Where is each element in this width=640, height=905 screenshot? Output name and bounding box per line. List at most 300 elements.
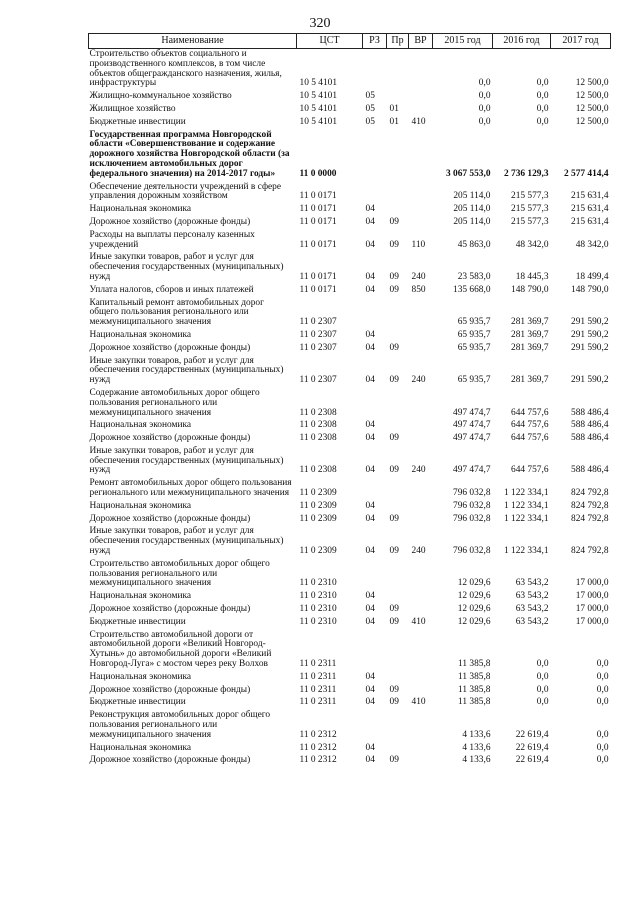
row-cst: 11 0 2311 — [299, 684, 337, 695]
table-row — [89, 182, 611, 205]
row-pr: 09 — [389, 216, 399, 227]
row-rz — [363, 559, 387, 591]
row-2015: 497 474,7 — [453, 433, 491, 444]
row-2016: 63 543,2 — [515, 604, 549, 615]
row-vr — [409, 685, 433, 698]
row-2015: 0,0 — [478, 116, 491, 127]
row-2016: 1 122 334,1 — [503, 488, 549, 499]
row-pr — [387, 743, 409, 756]
row-2017: 12 500,0 — [575, 116, 609, 127]
row-rz: 04 — [365, 500, 375, 511]
table-row — [89, 478, 611, 501]
row-vr — [409, 130, 433, 182]
row-name: Дорожное хозяйство (дорожные фонды) — [89, 684, 251, 695]
row-cst: 11 0 0171 — [299, 191, 337, 202]
row-name: Дорожное хозяйство (дорожные фонды) — [89, 604, 251, 615]
row-cst: 11 0 2311 — [299, 697, 337, 708]
row-2015: 4 133,6 — [462, 729, 491, 740]
row-2016: 281 369,7 — [511, 317, 549, 328]
row-rz: 04 — [365, 513, 375, 524]
row-rz: 04 — [365, 216, 375, 227]
row-pr — [387, 298, 409, 330]
row-name: Расходы на выплаты персоналу казенных учреждений — [89, 229, 255, 250]
row-cst: 11 0 2308 — [299, 433, 337, 444]
row-rz — [363, 130, 387, 182]
row-cst: 10 5 4101 — [299, 116, 337, 127]
row-pr — [387, 49, 409, 92]
row-pr — [387, 420, 409, 433]
row-cst: 11 0 2311 — [299, 659, 337, 670]
row-vr — [409, 298, 433, 330]
row-pr: 09 — [389, 697, 399, 708]
table-row — [89, 591, 611, 604]
row-rz: 04 — [365, 616, 375, 627]
row-2015: 65 935,7 — [457, 342, 491, 353]
row-2017: 12 500,0 — [575, 78, 609, 89]
row-pr — [387, 501, 409, 514]
row-2016: 0,0 — [536, 103, 549, 114]
row-2015: 497 474,7 — [453, 465, 491, 476]
row-rz: 04 — [365, 204, 375, 215]
row-rz: 04 — [365, 375, 375, 386]
row-2017: 215 631,4 — [571, 204, 609, 215]
row-vr — [409, 501, 433, 514]
row-cst: 11 0 2309 — [299, 546, 337, 557]
row-vr: 110 — [411, 239, 426, 250]
row-rz — [363, 49, 387, 92]
row-pr — [387, 330, 409, 343]
row-cst: 11 0 0171 — [299, 204, 337, 215]
row-vr — [409, 478, 433, 501]
row-cst: 11 0 2308 — [299, 407, 337, 418]
row-vr — [409, 204, 433, 217]
row-cst: 11 0 2309 — [299, 500, 337, 511]
row-name: Дорожное хозяйство (дорожные фонды) — [89, 216, 251, 227]
row-2017: 0,0 — [596, 697, 609, 708]
row-2016: 1 122 334,1 — [503, 546, 549, 557]
row-2016: 0,0 — [536, 697, 549, 708]
table-row — [89, 285, 611, 298]
row-name: Бюджетные инвестиции — [89, 116, 186, 127]
row-2015: 205 114,0 — [453, 204, 491, 215]
row-2016: 1 122 334,1 — [503, 513, 549, 524]
row-rz — [363, 388, 387, 420]
row-vr — [409, 182, 433, 205]
row-rz: 04 — [365, 697, 375, 708]
row-2016: 1 122 334,1 — [503, 500, 549, 511]
row-vr — [409, 104, 433, 117]
row-name: Иные закупки товаров, работ и услуг для обеспечения государственных (муниципальных) нужд — [89, 526, 284, 557]
row-2017: 291 590,2 — [571, 342, 609, 353]
row-pr: 09 — [389, 513, 399, 524]
table-body — [89, 49, 611, 769]
row-2017: 588 486,4 — [571, 407, 609, 418]
row-2015: 11 385,8 — [458, 671, 491, 682]
row-2016: 2 736 129,3 — [503, 168, 549, 179]
row-2017: 18 499,4 — [575, 271, 609, 282]
row-vr — [409, 710, 433, 742]
row-rz: 04 — [365, 591, 375, 602]
row-2016: 644 757,6 — [511, 433, 549, 444]
row-2015: 12 029,6 — [457, 604, 491, 615]
row-vr: 240 — [411, 546, 426, 557]
row-cst: 11 0 2311 — [299, 671, 337, 682]
row-vr — [409, 343, 433, 356]
row-2016: 63 543,2 — [515, 616, 549, 627]
table-row — [89, 501, 611, 514]
row-2015: 205 114,0 — [453, 216, 491, 227]
row-2016: 0,0 — [536, 116, 549, 127]
row-vr — [409, 49, 433, 92]
table-row — [89, 710, 611, 742]
row-2015: 65 935,7 — [457, 375, 491, 386]
row-vr — [409, 559, 433, 591]
row-2016: 18 445,3 — [515, 271, 549, 282]
row-2015: 497 474,7 — [453, 407, 491, 418]
table-row — [89, 685, 611, 698]
row-2017: 291 590,2 — [571, 375, 609, 386]
row-cst: 11 0 2307 — [299, 342, 337, 353]
row-rz: 04 — [365, 755, 375, 766]
header-2017: 2017 год — [551, 34, 611, 49]
row-cst: 11 0 0171 — [299, 216, 337, 227]
row-rz — [363, 478, 387, 501]
table-row — [89, 604, 611, 617]
row-2017: 0,0 — [596, 755, 609, 766]
table-row — [89, 559, 611, 591]
row-name: Иные закупки товаров, работ и услуг для обеспечения государственных (муниципальных) нужд — [89, 445, 284, 476]
row-pr: 09 — [389, 284, 399, 295]
row-pr: 09 — [389, 433, 399, 444]
row-2017: 215 631,4 — [571, 191, 609, 202]
row-rz: 04 — [365, 742, 375, 753]
row-rz: 04 — [365, 420, 375, 431]
row-rz: 05 — [365, 103, 375, 114]
header-vr: ВР — [409, 34, 433, 49]
row-cst: 11 0 2310 — [299, 616, 337, 627]
row-2016: 48 342,0 — [515, 239, 549, 250]
row-pr — [387, 559, 409, 591]
row-name: Жилищно-коммунальное хозяйство — [89, 91, 232, 102]
table-row — [89, 104, 611, 117]
row-name: Строительство автомобильной дороги от автомобильной дороги «Великий Новгород-Хутынь» до автомобильной дороги «Великий Новгород-Луга» с мостом через реку Волхов — [89, 629, 272, 670]
table-row — [89, 446, 611, 478]
row-pr: 09 — [389, 546, 399, 557]
row-2015: 12 029,6 — [457, 591, 491, 602]
row-name: Дорожное хозяйство (дорожные фонды) — [89, 755, 251, 766]
row-cst: 11 0 2312 — [299, 755, 337, 766]
row-name: Национальная экономика — [89, 329, 192, 340]
table-row — [89, 130, 611, 182]
row-rz: 04 — [365, 284, 375, 295]
row-pr — [387, 630, 409, 672]
row-pr — [387, 91, 409, 104]
row-cst: 11 0 2312 — [299, 729, 337, 740]
row-cst: 11 0 2309 — [299, 488, 337, 499]
row-2016: 281 369,7 — [511, 329, 549, 340]
row-pr: 09 — [389, 755, 399, 766]
row-rz: 04 — [365, 329, 375, 340]
row-pr: 01 — [389, 116, 399, 127]
row-2017: 588 486,4 — [571, 433, 609, 444]
row-pr — [387, 591, 409, 604]
row-vr: 410 — [411, 697, 426, 708]
row-2016: 148 790,0 — [511, 284, 549, 295]
header-cst: ЦСТ — [297, 34, 363, 49]
row-2017: 12 500,0 — [575, 103, 609, 114]
row-name: Национальная экономика — [89, 204, 192, 215]
row-rz: 04 — [365, 271, 375, 282]
row-name: Национальная экономика — [89, 420, 192, 431]
row-vr — [409, 743, 433, 756]
row-name: Уплата налогов, сборов и иных платежей — [89, 284, 254, 295]
row-2017: 824 792,8 — [571, 488, 609, 499]
page-number: 320 — [309, 16, 331, 31]
row-2017: 824 792,8 — [571, 500, 609, 511]
row-pr: 09 — [389, 375, 399, 386]
row-cst: 11 0 2307 — [299, 317, 337, 328]
row-vr: 240 — [411, 271, 426, 282]
row-vr: 410 — [411, 616, 426, 627]
row-2016: 281 369,7 — [511, 375, 549, 386]
row-pr: 09 — [389, 342, 399, 353]
row-2016: 644 757,6 — [511, 420, 549, 431]
table-row — [89, 252, 611, 284]
table-row — [89, 49, 611, 92]
row-cst: 10 5 4101 — [299, 91, 337, 102]
row-2017: 0,0 — [596, 729, 609, 740]
row-2016: 0,0 — [536, 659, 549, 670]
row-2017: 0,0 — [596, 742, 609, 753]
table-row — [89, 526, 611, 558]
row-cst: 10 5 4101 — [299, 103, 337, 114]
row-2015: 23 583,0 — [457, 271, 491, 282]
row-2017: 12 500,0 — [575, 91, 609, 102]
table-header-row — [89, 34, 611, 49]
table-row — [89, 204, 611, 217]
row-pr — [387, 182, 409, 205]
row-2017: 824 792,8 — [571, 546, 609, 557]
table-row — [89, 356, 611, 388]
table-row — [89, 630, 611, 672]
row-vr — [409, 388, 433, 420]
row-name: Жилищное хозяйство — [89, 103, 176, 114]
row-2016: 63 543,2 — [515, 578, 549, 589]
table-row — [89, 91, 611, 104]
row-pr — [387, 478, 409, 501]
row-vr — [409, 604, 433, 617]
row-rz: 04 — [365, 465, 375, 476]
row-2017: 0,0 — [596, 659, 609, 670]
row-2017: 17 000,0 — [575, 578, 609, 589]
row-2015: 796 032,8 — [453, 546, 491, 557]
row-2016: 215 577,3 — [511, 216, 549, 227]
row-vr — [409, 630, 433, 672]
table-row — [89, 617, 611, 630]
header-rz: РЗ — [363, 34, 387, 49]
row-pr — [387, 672, 409, 685]
row-2015: 135 668,0 — [453, 284, 491, 295]
row-cst: 11 0 0171 — [299, 284, 337, 295]
row-2015: 12 029,6 — [457, 578, 491, 589]
row-name: Дорожное хозяйство (дорожные фонды) — [89, 513, 251, 524]
row-vr: 240 — [411, 375, 426, 386]
row-rz: 04 — [365, 433, 375, 444]
row-name: Реконструкция автомобильных дорог общего пользования регионального или межмуниципального значения — [89, 710, 271, 740]
row-2017: 17 000,0 — [575, 604, 609, 615]
row-2016: 644 757,6 — [511, 465, 549, 476]
row-name: Дорожное хозяйство (дорожные фонды) — [89, 433, 251, 444]
row-rz — [363, 710, 387, 742]
row-vr — [409, 91, 433, 104]
table-row — [89, 433, 611, 446]
row-2017: 48 342,0 — [575, 239, 609, 250]
row-name: Национальная экономика — [89, 742, 192, 753]
row-pr — [387, 130, 409, 182]
header-pr: Пр — [387, 34, 409, 49]
table-row — [89, 514, 611, 527]
row-name: Строительство объектов социального и производственного комплексов, в том числе объектов общегражданского назначения, жилья, инфраструктуры — [89, 49, 282, 89]
row-rz: 05 — [365, 91, 375, 102]
row-cst: 11 0 2310 — [299, 578, 337, 589]
row-vr: 240 — [411, 465, 426, 476]
row-2015: 0,0 — [478, 103, 491, 114]
row-rz: 04 — [365, 671, 375, 682]
row-name: Обеспечение деятельности учреждений в сфере управления дорожным хозяйством — [89, 181, 282, 202]
row-2016: 0,0 — [536, 91, 549, 102]
row-2015: 0,0 — [478, 78, 491, 89]
table-row — [89, 672, 611, 685]
row-2017: 2 577 414,4 — [563, 168, 609, 179]
row-2015: 11 385,8 — [458, 659, 491, 670]
row-rz — [363, 298, 387, 330]
row-rz: 04 — [365, 342, 375, 353]
row-name: Государственная программа Новгородской области «Совершенствование и содержание дорожного хозяйства Новгородской области (за исключением автомобильных дорог федерального значения) на 2014-2017 годы» — [89, 129, 290, 179]
row-2015: 11 385,8 — [458, 684, 491, 695]
row-cst: 11 0 2310 — [299, 591, 337, 602]
row-pr: 09 — [389, 271, 399, 282]
row-name: Национальная экономика — [89, 671, 192, 682]
row-cst: 10 5 4101 — [299, 78, 337, 89]
row-rz: 04 — [365, 546, 375, 557]
row-2016: 0,0 — [536, 684, 549, 695]
row-vr — [409, 514, 433, 527]
row-name: Содержание автомобильных дорог общего пользования регионального или межмуниципального значения — [89, 387, 260, 418]
row-pr — [387, 388, 409, 420]
row-2015: 11 385,8 — [458, 697, 491, 708]
budget-table — [88, 33, 611, 768]
table-row — [89, 298, 611, 330]
row-2017: 148 790,0 — [571, 284, 609, 295]
table-row — [89, 388, 611, 420]
row-pr: 09 — [389, 465, 399, 476]
row-cst: 11 0 2307 — [299, 329, 337, 340]
row-name: Иные закупки товаров, работ и услуг для обеспечения государственных (муниципальных) нужд — [89, 355, 284, 386]
row-2016: 0,0 — [536, 78, 549, 89]
row-2017: 291 590,2 — [571, 329, 609, 340]
row-2016: 0,0 — [536, 671, 549, 682]
row-rz: 04 — [365, 239, 375, 250]
row-2015: 65 935,7 — [457, 329, 491, 340]
row-pr — [387, 204, 409, 217]
row-vr — [409, 591, 433, 604]
row-rz — [363, 630, 387, 672]
row-rz: 04 — [365, 604, 375, 615]
row-cst: 11 0 2312 — [299, 742, 337, 753]
row-2016: 215 577,3 — [511, 191, 549, 202]
row-2016: 215 577,3 — [511, 204, 549, 215]
table-row — [89, 697, 611, 710]
table-row — [89, 755, 611, 768]
row-2015: 796 032,8 — [453, 513, 491, 524]
row-name: Национальная экономика — [89, 500, 192, 511]
row-2016: 281 369,7 — [511, 342, 549, 353]
row-2015: 65 935,7 — [457, 317, 491, 328]
row-2015: 4 133,6 — [462, 742, 491, 753]
row-cst: 11 0 2310 — [299, 604, 337, 615]
row-cst: 11 0 0000 — [299, 168, 337, 179]
row-name: Строительство автомобильных дорог общего пользования регионального или межмуниципального значения — [89, 558, 270, 589]
row-vr — [409, 217, 433, 230]
table-row — [89, 217, 611, 230]
row-name: Капитальный ремонт автомобильных дорог общего пользования регионального или межмуниципального значения — [89, 297, 264, 328]
header-2015: 2015 год — [433, 34, 493, 49]
row-rz: 05 — [365, 116, 375, 127]
row-2016: 63 543,2 — [515, 591, 549, 602]
row-name: Дорожное хозяйство (дорожные фонды) — [89, 342, 251, 353]
row-cst: 11 0 0171 — [299, 239, 337, 250]
row-name: Иные закупки товаров, работ и услуг для обеспечения государственных (муниципальных) нужд — [89, 252, 284, 282]
row-2017: 291 590,2 — [571, 317, 609, 328]
row-2016: 22 619,4 — [515, 729, 549, 740]
row-2017: 0,0 — [596, 671, 609, 682]
row-vr: 850 — [411, 284, 426, 295]
row-2015: 45 863,0 — [457, 239, 491, 250]
row-2017: 824 792,8 — [571, 513, 609, 524]
row-2016: 644 757,6 — [511, 407, 549, 418]
row-2017: 0,0 — [596, 684, 609, 695]
row-vr — [409, 433, 433, 446]
row-vr: 410 — [411, 116, 426, 127]
row-2015: 796 032,8 — [453, 500, 491, 511]
row-2017: 588 486,4 — [571, 465, 609, 476]
row-pr — [387, 710, 409, 742]
row-name: Ремонт автомобильных дорог общего пользования регионального или межмуниципального значения — [89, 478, 292, 499]
table-row — [89, 743, 611, 756]
row-cst: 11 0 2309 — [299, 513, 337, 524]
row-pr: 09 — [389, 239, 399, 250]
row-cst: 11 0 2307 — [299, 375, 337, 386]
row-pr: 09 — [389, 684, 399, 695]
row-pr: 09 — [389, 604, 399, 615]
row-cst: 11 0 2308 — [299, 420, 337, 431]
row-2017: 588 486,4 — [571, 420, 609, 431]
row-name: Национальная экономика — [89, 591, 192, 602]
table-row — [89, 230, 611, 253]
row-pr: 09 — [389, 616, 399, 627]
row-2017: 215 631,4 — [571, 216, 609, 227]
table-row — [89, 117, 611, 130]
row-vr — [409, 330, 433, 343]
row-2016: 22 619,4 — [515, 755, 549, 766]
row-2015: 3 067 553,0 — [445, 168, 491, 179]
row-rz: 04 — [365, 684, 375, 695]
row-2015: 205 114,0 — [453, 191, 491, 202]
row-2015: 497 474,7 — [453, 420, 491, 431]
row-vr — [409, 755, 433, 768]
row-2015: 796 032,8 — [453, 488, 491, 499]
row-vr — [409, 672, 433, 685]
